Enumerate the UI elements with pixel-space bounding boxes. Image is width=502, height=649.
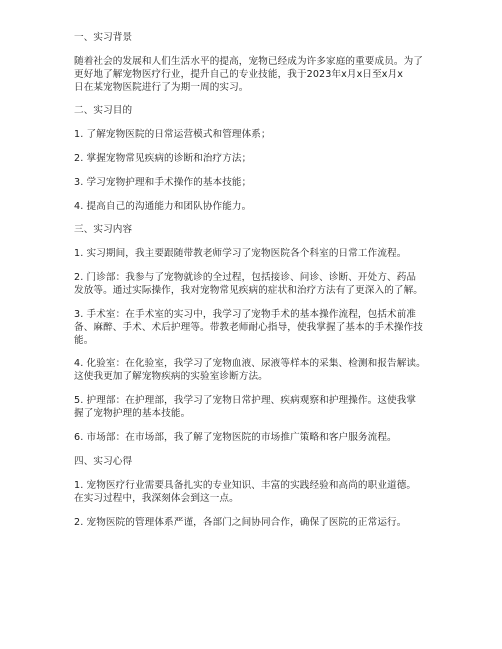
list-item-continuation: 握了宠物护理的基本技能。 [74,408,191,419]
paragraph-line: 日在某宠物医院进行了为期一周的实习。 [74,82,249,93]
list-item: 2. 门诊部：我参与了宠物就诊的全过程，包括接诊、问诊、诊断、开处方、药品 [74,272,417,283]
list-item: 4. 提高自己的沟通能力和团队协作能力。 [74,201,252,212]
list-item: 6. 市场部：在市场部，我了解了宠物医院的市场推广策略和客户服务流程。 [74,432,397,443]
list-item: 1. 宠物医疗行业需要具备扎实的专业知识、丰富的实践经验和高尚的职业道德。 [74,480,417,491]
section-heading: 二、实习目的 [74,105,133,116]
list-item-continuation: 能。 [74,335,94,346]
list-item: 5. 护理部：在护理部，我学习了宠物日常护理、疾病观察和护理操作。这使我掌 [74,395,417,406]
list-item: 1. 实习期间，我主要跟随带教老师学习了宠物医院各个科室的日常工作流程。 [74,248,407,259]
list-item-continuation: 这使我更加了解宠物疾病的实验室诊断方法。 [74,371,268,382]
list-item: 3. 手术室：在手术室的实习中，我学习了宠物手术的基本操作流程，包括术前准 [74,309,417,320]
list-item: 1. 了解宠物医院的日常运营模式和管理体系； [74,129,271,140]
section-heading: 三、实习内容 [74,224,133,235]
section-heading: 一、实习背景 [74,32,133,43]
list-item-continuation: 发放等。通过实际操作，我对宠物常见疾病的症状和治疗方法有了更深入的了解。 [74,285,423,296]
list-item-continuation: 在实习过程中，我深刻体会到这一点。 [74,493,239,504]
list-item: 4. 化验室：在化验室，我学习了宠物血液、尿液等样本的采集、检测和报告解读。 [74,358,426,369]
paragraph-line: 随着社会的发展和人们生活水平的提高，宠物已经成为许多家庭的重要成员。为了 [74,56,423,67]
list-item-continuation: 备、麻醉、手术、术后护理等。带教老师耐心指导，使我掌握了基本的手术操作技 [74,322,423,333]
section-heading: 四、实习心得 [74,456,133,467]
paragraph-line: 更好地了解宠物医疗行业，提升自己的专业技能，我于2023年x月x日至x月x [74,69,404,80]
list-item: 2. 宠物医院的管理体系严谨，各部门之间协同合作，确保了医院的正常运行。 [74,517,407,528]
list-item: 3. 学习宠物护理和手术操作的基本技能； [74,177,252,188]
list-item: 2. 掌握宠物常见疾病的诊断和治疗方法； [74,153,252,164]
